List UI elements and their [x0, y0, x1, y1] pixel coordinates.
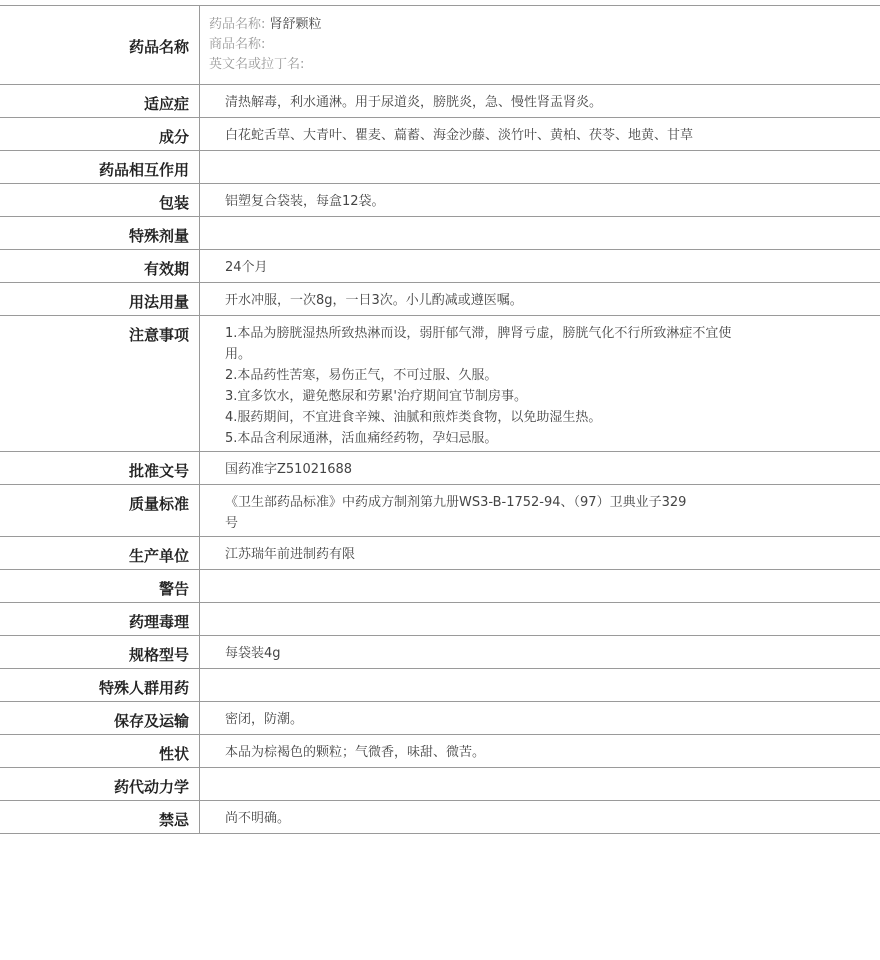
generic-name-value: 肾舒颗粒: [269, 17, 322, 32]
english-name-label: 英文名或拉丁名:: [209, 57, 305, 72]
row-label: 质量标准: [0, 485, 200, 536]
row-label: 有效期: [0, 250, 200, 282]
row-label: 生产单位: [0, 537, 200, 569]
row-label: 注意事项: [0, 316, 200, 451]
drug-info-table: [0, 5, 880, 834]
row-pharmacokinetics: [0, 768, 880, 801]
row-appearance: [0, 735, 880, 768]
precaution-line: 1.本品为膀胱湿热所致热淋而设，弱肝郁气滞，脾肾亏虚，膀胱气化不行所致淋症不宜使: [225, 326, 732, 341]
row-value: 铝塑复合袋装，每盒12袋。: [225, 194, 385, 209]
row-label: 用法用量: [0, 283, 200, 315]
row-spec: [0, 636, 880, 669]
row-interaction: [0, 151, 880, 184]
row-drug-name: [0, 6, 880, 85]
row-precautions: [0, 316, 880, 452]
row-value: 本品为棕褐色的颗粒；气微香，味甜、微苦。: [225, 745, 486, 760]
row-label: 批准文号: [0, 452, 200, 484]
row-label: 包装: [0, 184, 200, 216]
row-label: 成分: [0, 118, 200, 150]
row-label: 药品相互作用: [0, 151, 200, 183]
row-value: 清热解毒，利水通淋。用于尿道炎，膀胱炎，急、慢性肾盂肾炎。: [225, 95, 603, 110]
row-approval: [0, 452, 880, 485]
row-value: [200, 217, 880, 249]
row-value: 白花蛇舌草、大青叶、瞿麦、萹蓄、海金沙藤、淡竹叶、黄柏、茯苓、地黄、甘草: [225, 128, 694, 143]
row-pharmacology: [0, 603, 880, 636]
row-value: [200, 669, 880, 701]
row-label: 性状: [0, 735, 200, 767]
row-label: 禁忌: [0, 801, 200, 833]
row-special-dose: [0, 217, 880, 250]
row-usage: [0, 283, 880, 316]
row-label: 警告: [0, 570, 200, 602]
row-label: 特殊人群用药: [0, 669, 200, 701]
row-value: 24个月: [225, 260, 268, 275]
precautions-list: [200, 316, 880, 451]
row-storage: [0, 702, 880, 735]
row-contraindications: [0, 801, 880, 834]
row-value: 国药准字Z51021688: [225, 462, 353, 477]
row-label: 药品名称: [0, 6, 200, 84]
row-label: 药理毒理: [0, 603, 200, 635]
precaution-line: 2.本品药性苦寒，易伤正气，不可过服、久服。: [225, 368, 498, 383]
row-value: 密闭，防潮。: [225, 712, 304, 727]
row-value: 江苏瑞年前进制药有限: [225, 547, 356, 562]
trade-name-label: 商品名称:: [209, 37, 266, 52]
row-warning: [0, 570, 880, 603]
standard-block: [200, 485, 880, 536]
row-manufacturer: [0, 537, 880, 570]
generic-name-label: 药品名称:: [209, 17, 266, 32]
precaution-line: 5.本品含利尿通淋，活血痛经药物，孕妇忌服。: [225, 431, 498, 446]
row-label: 特殊剂量: [0, 217, 200, 249]
row-value: [200, 570, 880, 602]
row-composition: [0, 118, 880, 151]
standard-line: 号: [225, 516, 239, 531]
row-special-groups: [0, 669, 880, 702]
row-value: [200, 768, 880, 800]
row-value: 每袋装4g: [225, 646, 281, 661]
row-value: [200, 603, 880, 635]
row-value: 尚不明确。: [225, 811, 291, 826]
row-standard: [0, 485, 880, 537]
precaution-line: 4.服药期间，不宜进食辛辣、油腻和煎炸类食物，以免助湿生热。: [225, 410, 602, 425]
row-label: 药代动力学: [0, 768, 200, 800]
row-label: 规格型号: [0, 636, 200, 668]
row-label: 保存及运输: [0, 702, 200, 734]
standard-line: 《卫生部药品标准》中药成方制剂第九册WS3-B-1752-94、（97）卫典业子329: [225, 495, 687, 510]
precaution-line: 用。: [225, 347, 252, 362]
row-package: [0, 184, 880, 217]
drug-name-block: [200, 6, 880, 84]
row-value: 开水冲服，一次8g，一日3次。小儿酌减或遵医嘱。: [225, 293, 523, 308]
row-value: [200, 151, 880, 183]
row-indication: [0, 85, 880, 118]
precaution-line: 3.宜多饮水，避免憋尿和劳累'治疗期间宜节制房事。: [225, 389, 527, 404]
row-validity: [0, 250, 880, 283]
row-label: 适应症: [0, 85, 200, 117]
